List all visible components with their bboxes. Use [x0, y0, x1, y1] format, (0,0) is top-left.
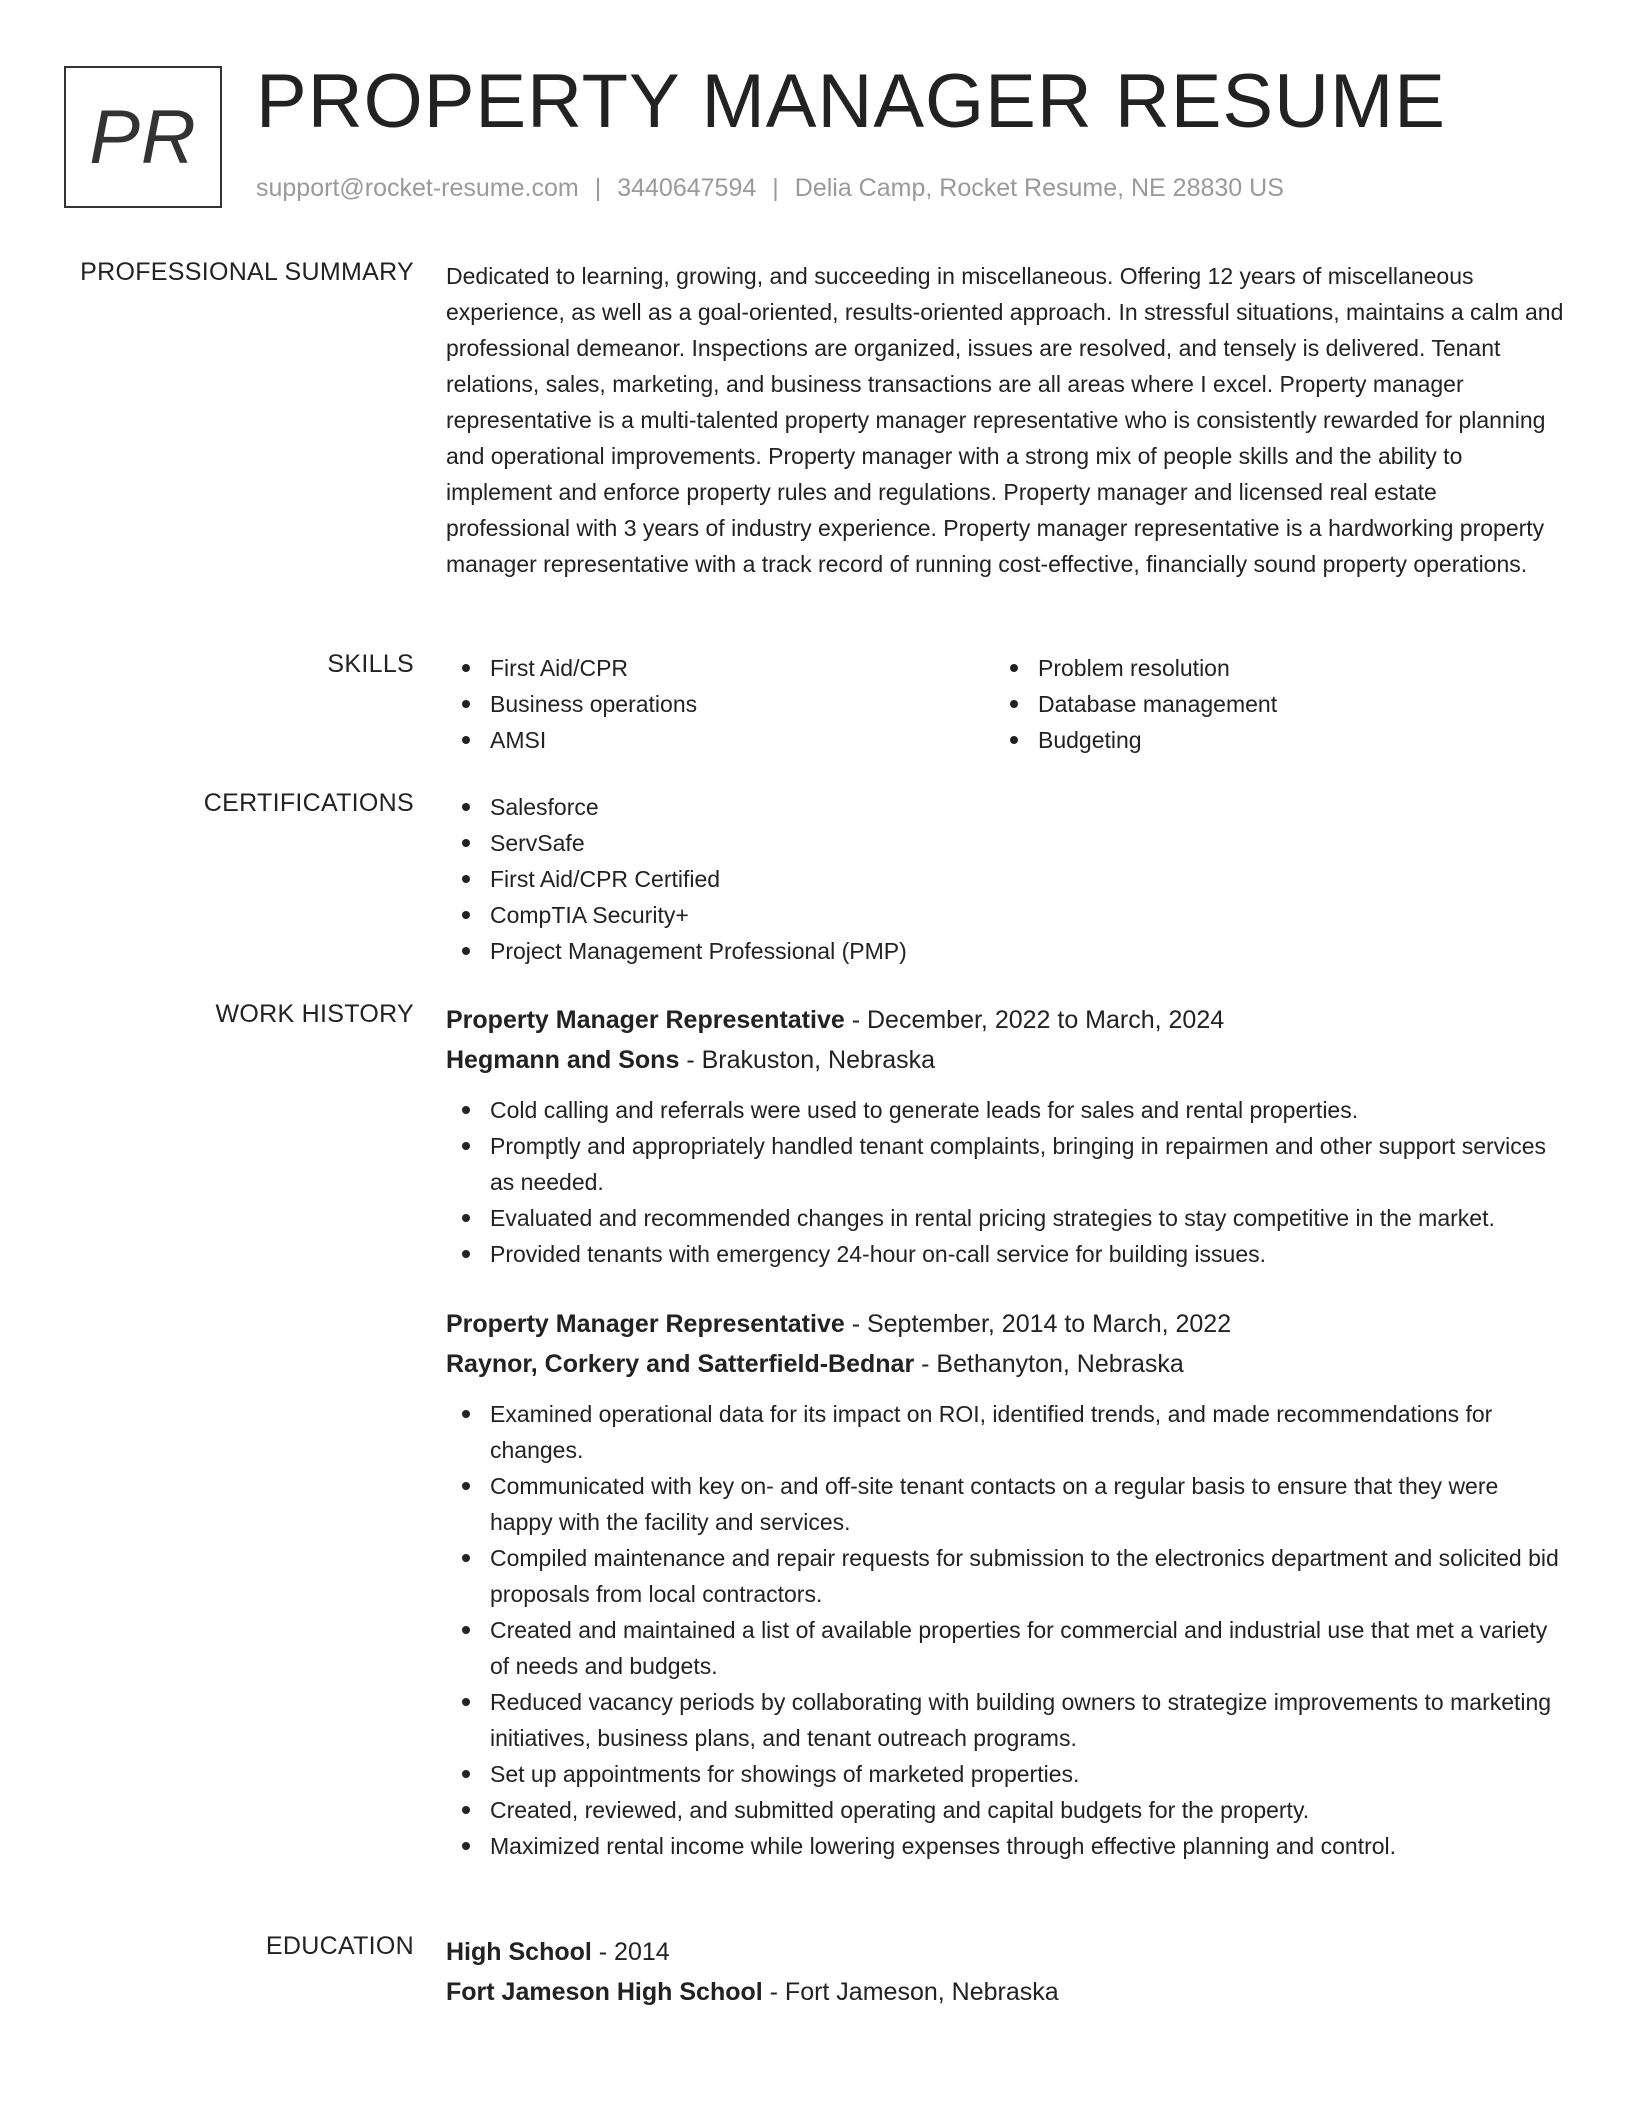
- certifications-label: CERTIFICATIONS: [203, 789, 414, 817]
- contact-phone: 3440647594: [617, 174, 757, 202]
- job-company-line: [446, 1344, 1566, 1384]
- contact-separator: |: [772, 174, 779, 202]
- job-dates: - September, 2014 to March, 2022: [844, 1310, 1232, 1338]
- skill-item: Database management: [994, 686, 1542, 722]
- summary-label: PROFESSIONAL SUMMARY: [80, 258, 414, 286]
- job-entry: [446, 1000, 1566, 1272]
- job-bullet: Maximized rental income while lowering expenses through effective planning and control.: [446, 1828, 1566, 1864]
- job-title-line: [446, 1304, 1566, 1344]
- job-bullet: Created, reviewed, and submitted operating and capital budgets for the property.: [446, 1792, 1566, 1828]
- resume-header: [64, 59, 1564, 210]
- job-bullet: Promptly and appropriately handled tenant complaints, bringing in repairmen and other support services as needed.: [446, 1128, 1566, 1200]
- skills-label: SKILLS: [327, 650, 414, 678]
- certification-item: Project Management Professional (PMP): [446, 933, 1566, 969]
- work-history-body: [446, 1000, 1566, 1864]
- skill-item: AMSI: [446, 722, 994, 758]
- job-title-line: [446, 1000, 1566, 1040]
- education-school: Fort Jameson High School: [446, 1978, 763, 2006]
- page-title: PROPERTY MANAGER RESUME: [256, 59, 1446, 144]
- job-bullet: Provided tenants with emergency 24-hour on-call service for building issues.: [446, 1236, 1566, 1272]
- monogram-logo: PR: [64, 66, 222, 208]
- job-bullet: Set up appointments for showings of marketed properties.: [446, 1756, 1566, 1792]
- skill-item: Business operations: [446, 686, 994, 722]
- education-degree-line: [446, 1932, 1566, 1972]
- contact-email: support@rocket-resume.com: [256, 174, 579, 202]
- job-bullet: Compiled maintenance and repair requests for submission to the electronics department and solicited bid proposals from local contractors.: [446, 1540, 1566, 1612]
- job-bullet: Examined operational data for its impact on ROI, identified trends, and made recommendations for changes.: [446, 1396, 1566, 1468]
- job-location: - Brakuston, Nebraska: [679, 1046, 936, 1074]
- contact-separator: |: [594, 174, 602, 202]
- job-bullet: Created and maintained a list of available properties for commercial and industrial use that met a variety of needs and budgets.: [446, 1612, 1566, 1684]
- certification-item: First Aid/CPR Certified: [446, 861, 1566, 897]
- job-bullet: Reduced vacancy periods by collaborating with building owners to strategize improvements to marketing initiatives, business plans, and tenant outreach programs.: [446, 1684, 1566, 1756]
- contact-address: Delia Camp, Rocket Resume, NE 28830 US: [794, 174, 1284, 202]
- job-title: Property Manager Representative: [446, 1310, 845, 1338]
- job-bullets: [446, 1396, 1566, 1864]
- job-dates: - December, 2022 to March, 2024: [844, 1006, 1225, 1034]
- skill-item: First Aid/CPR: [446, 650, 994, 686]
- job-location: - Bethanyton, Nebraska: [914, 1350, 1184, 1378]
- education-label: EDUCATION: [265, 1932, 414, 1960]
- job-bullet: Evaluated and recommended changes in rental pricing strategies to stay competitive in the market.: [446, 1200, 1566, 1236]
- job-bullet: Cold calling and referrals were used to generate leads for sales and rental properties.: [446, 1092, 1566, 1128]
- summary-text: Dedicated to learning, growing, and succeeding in miscellaneous. Offering 12 years of miscellaneous experience, as well as a goal-oriented, results-oriented approach. In stressful situations, maintains a calm and professional demeanor. Inspections are organized, issues are resolved, and tensely is delivered. Tenant relations, sales, marketing, and business transactions are all areas where I excel. Property manager representative is a multi-talented property manager representative who is consistently rewarded for planning and operational improvements. Property manager with a strong mix of people skills and the ability to implement and enforce property rules and regulations. Property manager and licensed real estate professional with 3 years of industry experience. Property manager representative is a hardworking property manager representative with a track record of running cost-effective, financially sound property operations.: [446, 263, 1564, 577]
- education-body: [446, 1932, 1566, 2012]
- education-school-line: [446, 1972, 1566, 2012]
- work-history-label: WORK HISTORY: [215, 1000, 414, 1028]
- education-location: - Fort Jameson, Nebraska: [762, 1978, 1059, 2006]
- job-bullet: Communicated with key on- and off-site tenant contacts on a regular basis to ensure that they were happy with the facility and services.: [446, 1468, 1566, 1540]
- job-company: Raynor, Corkery and Satterfield-Bednar: [446, 1350, 915, 1378]
- contact-line: [256, 174, 1284, 203]
- education-degree: High School: [446, 1938, 592, 1966]
- certification-item: CompTIA Security+: [446, 897, 1566, 933]
- job-company: Hegmann and Sons: [446, 1046, 680, 1074]
- job-company-line: [446, 1040, 1566, 1080]
- skill-item: Budgeting: [994, 722, 1542, 758]
- education-year: - 2014: [591, 1938, 670, 1966]
- certification-item: Salesforce: [446, 789, 1566, 825]
- job-entry: [446, 1304, 1566, 1864]
- job-title: Property Manager Representative: [446, 1006, 845, 1034]
- skills-column-1: [446, 650, 994, 758]
- job-bullets: [446, 1092, 1566, 1272]
- skill-item: Problem resolution: [994, 650, 1542, 686]
- skills-column-2: [994, 650, 1542, 758]
- certifications-list: [446, 789, 1566, 969]
- certification-item: ServSafe: [446, 825, 1566, 861]
- skills-grid: [446, 650, 1566, 758]
